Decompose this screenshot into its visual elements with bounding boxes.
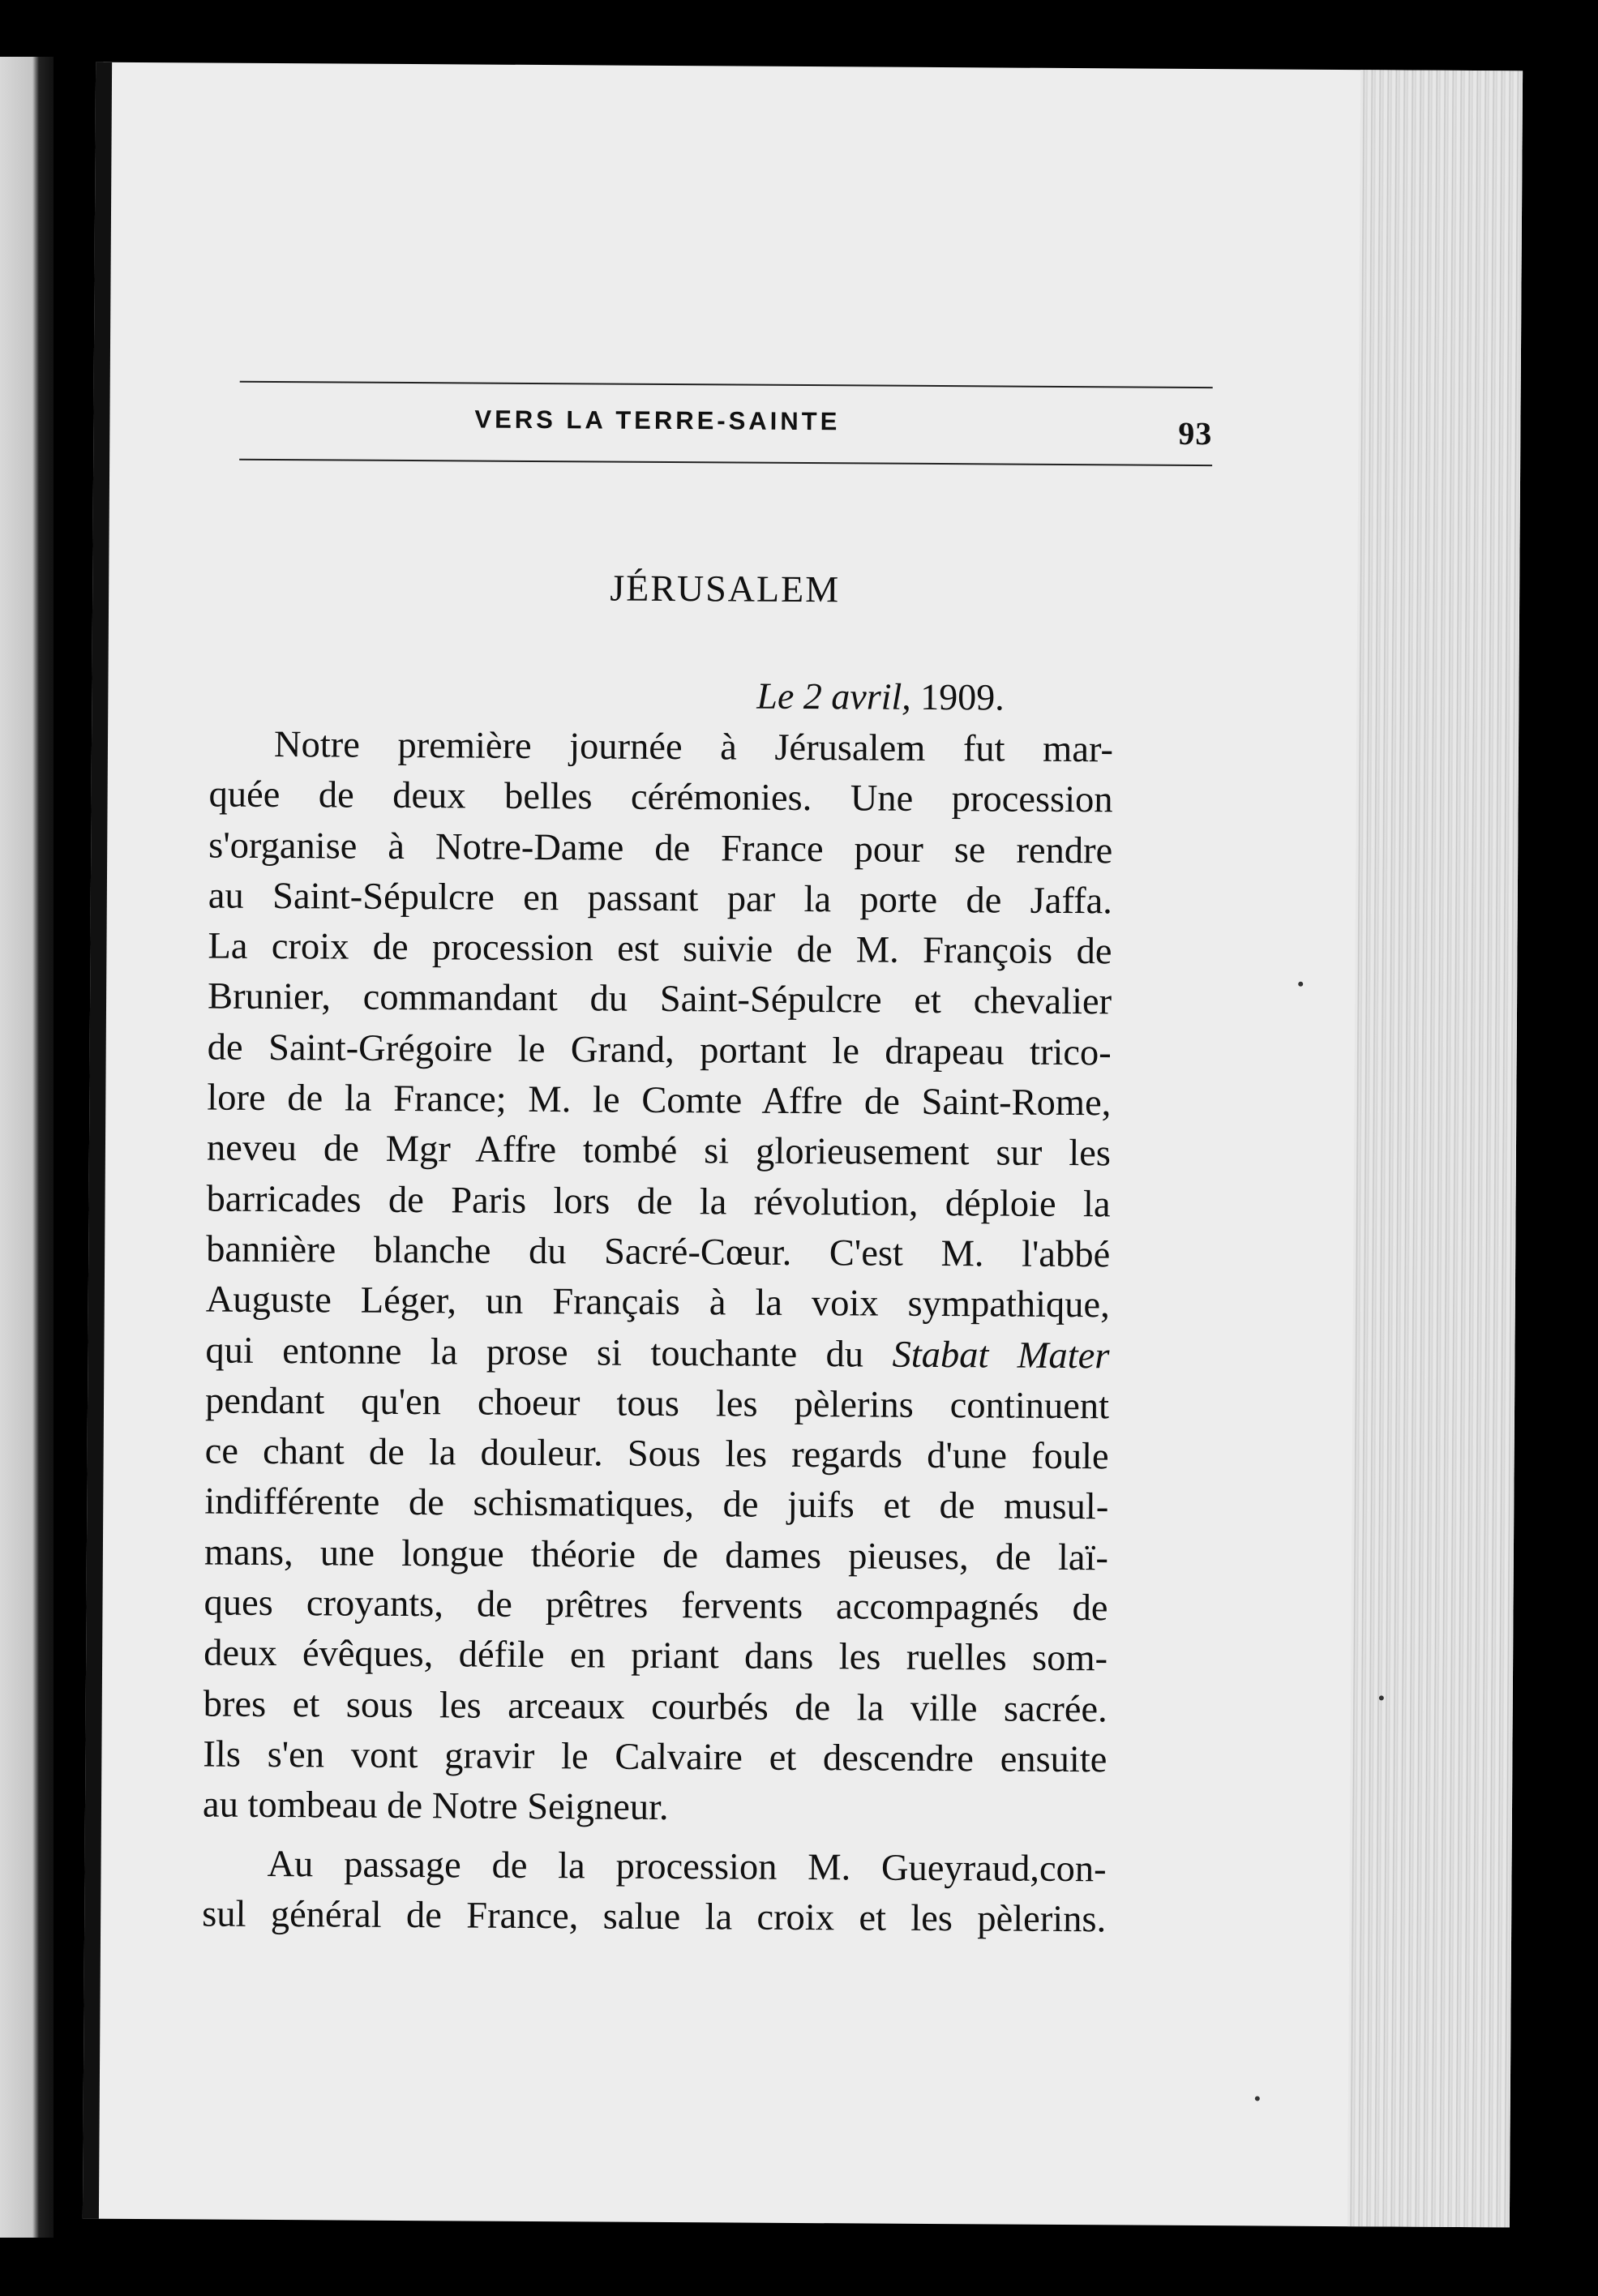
text-line: bres et sous les arceaux courbés de la ville sacrée. xyxy=(203,1683,1107,1730)
text-line: mans, une longue théorie de dames pieuses, de laï- xyxy=(203,1531,1109,1579)
text-line: lore de la France; M. le Comte Affre de Saint-Rome, xyxy=(207,1077,1112,1124)
paper-speck xyxy=(1379,1695,1384,1700)
paragraph-2 xyxy=(202,1839,1107,1945)
dateline-day: Le 2 avril, xyxy=(756,675,911,718)
text-line: Auguste Léger, un Français à la voix sympathique, xyxy=(205,1279,1110,1326)
text-line-roman: qui entonne la prose si touchante du xyxy=(205,1330,864,1376)
text-line: neveu de Mgr Affre tombé si glorieusement sur les xyxy=(206,1127,1112,1175)
text-line: barricades de Paris lors de la révolution, déploie la xyxy=(206,1178,1111,1225)
text-line: ce chant de la douleur. Sous les regards d'une foule xyxy=(204,1430,1109,1478)
dateline xyxy=(756,675,1005,719)
chapter-title: JÉRUSALEM xyxy=(610,567,841,610)
running-head xyxy=(240,404,1213,452)
text-line: Ils s'en vont gravir le Calvaire et descendre ensuite xyxy=(203,1733,1107,1781)
text-line: au Saint-Sépulcre en passant par la porte de Jaffa. xyxy=(208,875,1112,923)
text-line: bannière blanche du Sacré-Cœur. C'est M. l'abbé xyxy=(206,1228,1111,1276)
running-head-title: VERS LA TERRE-SAINTE xyxy=(474,405,841,436)
paper-speck xyxy=(1298,982,1303,987)
running-head-top-rule xyxy=(240,381,1213,388)
running-head-bottom-rule xyxy=(239,459,1212,466)
text-line: ques croyants, de prêtres fervents accompagnés de xyxy=(203,1582,1108,1630)
text-line: Notre première journée à Jérusalem fut mar- xyxy=(273,724,1114,771)
dateline-year: 1909. xyxy=(920,675,1005,718)
paragraph-1 xyxy=(203,720,1113,1836)
adjacent-page-edge xyxy=(0,57,54,2238)
text-line: sul général de France, salue la croix et les pèlerins. xyxy=(202,1893,1107,1941)
text-line: s'organise à Notre-Dame de France pour se rendre xyxy=(208,825,1113,872)
text-line: au tombeau de Notre Seigneur. xyxy=(202,1784,669,1829)
book-page xyxy=(83,62,1523,2228)
text-line: quée de deux belles cérémonies. Une procession xyxy=(208,773,1113,821)
text-line xyxy=(205,1326,1109,1381)
text-line: Brunier, commandant du Saint-Sépulcre et chevalier xyxy=(207,975,1112,1023)
page-binding-shadow xyxy=(83,62,112,2219)
body-text xyxy=(202,720,1113,1946)
paper-speck xyxy=(1255,2096,1260,2101)
text-line-italic: Stabat Mater xyxy=(892,1334,1110,1377)
page-number: 93 xyxy=(1178,414,1213,452)
text-line: indifférente de schismatiques, de juifs et de musul- xyxy=(204,1480,1109,1528)
text-line: Au passage de la procession M. Gueyraud,con- xyxy=(267,1843,1107,1890)
text-line: deux évêques, défile en priant dans les ruelles som- xyxy=(203,1632,1108,1680)
text-line: pendant qu'en choeur tous les pèlerins continuent xyxy=(204,1380,1110,1428)
text-line: La croix de procession est suivie de M. François de xyxy=(208,925,1112,973)
page-fore-edge xyxy=(1347,70,1523,2227)
text-line: de Saint-Grégoire le Grand, portant le drapeau trico- xyxy=(207,1026,1112,1074)
